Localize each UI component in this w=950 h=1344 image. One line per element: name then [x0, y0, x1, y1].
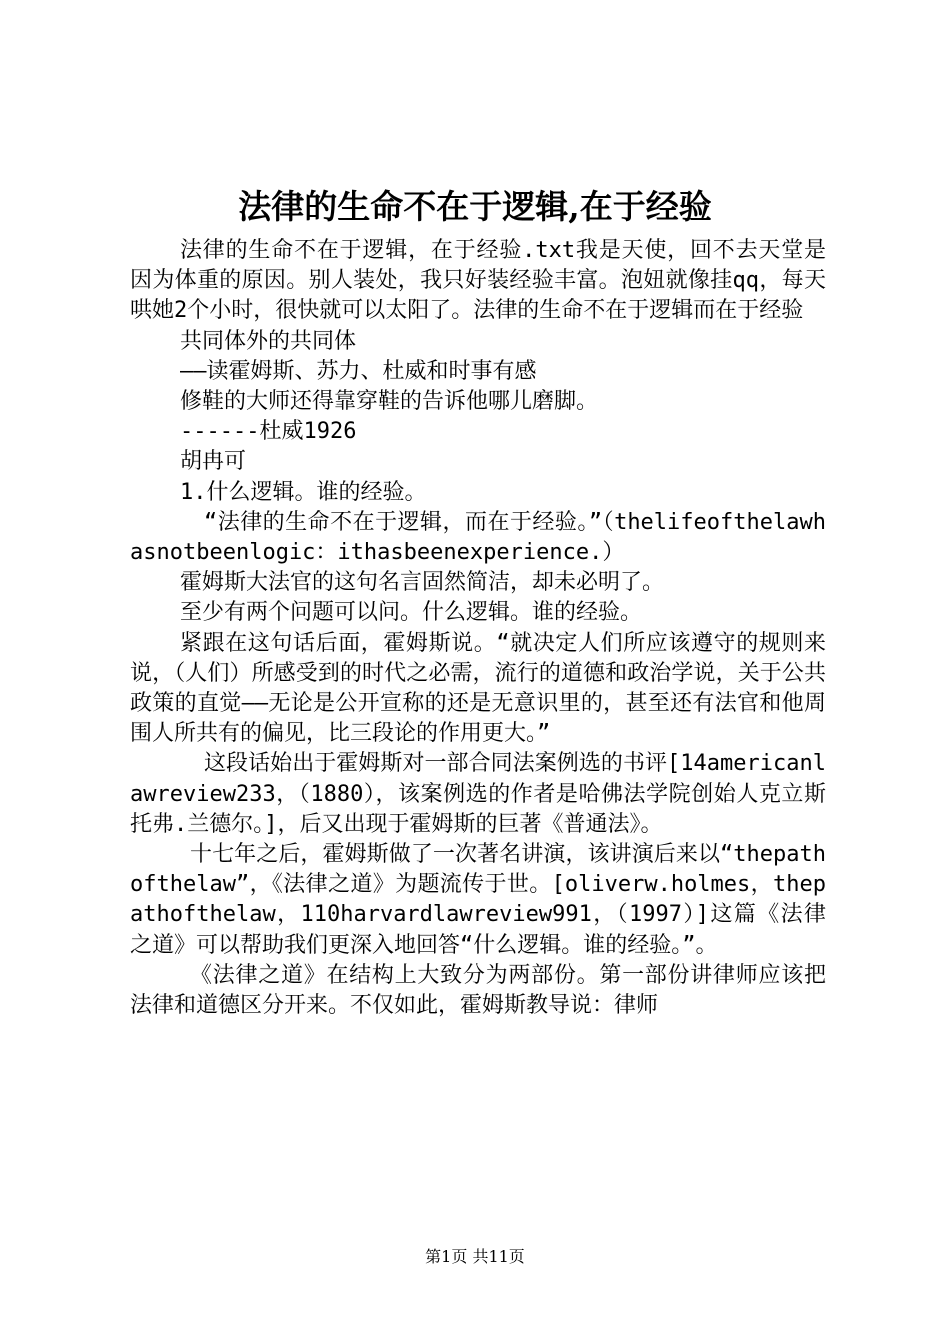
paragraph-heading: 共同体外的共同体	[180, 328, 357, 354]
document-body	[130, 236, 826, 1021]
paragraph-epigraph-source: ------杜威1926	[180, 419, 357, 445]
paragraph-intro: 法律的生命不在于逻辑，在于经验.txt我是天使，回不去天堂是因为体重的原因。别人装处，我只好装经验丰富。泡妞就像挂qq，每天哄她2个小时，很快就可以太阳了。法律的生命不在于逻辑而在于经验	[130, 238, 826, 324]
section-heading: 1.什么逻辑。谁的经验。	[180, 479, 427, 505]
paragraph: 至少有两个问题可以问。什么逻辑。谁的经验。	[180, 600, 643, 626]
paragraph: 这段话始出于霍姆斯对一部合同法案例选的书评[14americanlawreview233，（1880），该案例选的作者是哈佛法学院创始人克立斯托弗.兰德尔。]，后又出现于霍姆斯的巨著《普通法》。	[130, 751, 826, 837]
document-title: 法律的生命不在于逻辑,在于经验	[238, 187, 712, 226]
paragraph-epigraph: 修鞋的大师还得靠穿鞋的告诉他哪儿磨脚。	[180, 389, 599, 415]
paragraph: 《法律之道》在结构上大致分为两部份。第一部份讲律师应该把法律和道德区分开来。不仅如此，霍姆斯教导说：律师	[130, 962, 826, 1019]
paragraph-quote: “法律的生命不在于逻辑，而在于经验。”（thelifeofthelawhasnotbeenlogic：ithasbeenexperience.）	[130, 509, 826, 566]
paragraph: 紧跟在这句话后面，霍姆斯说。“就决定人们所应该遵守的规则来说，（人们）所感受到的时代之必需，流行的道德和政治学说，关于公共政策的直觉——无论是公开宣称的还是无意识里的，甚至还有法官和他周围人所共有的偏见，比三段论的作用更大。”	[130, 630, 826, 747]
paragraph-subheading: ——读霍姆斯、苏力、杜威和时事有感	[180, 358, 537, 384]
page-footer: 第1页 共11页	[425, 1247, 525, 1266]
paragraph-author: 胡冉可	[180, 449, 247, 475]
paragraph: 霍姆斯大法官的这句名言固然简洁，却未必明了。	[180, 570, 665, 596]
paragraph: 十七年之后，霍姆斯做了一次著名讲演，该讲演后来以“thepathofthelaw”，《法律之道》为题流传于世。[oliverw.holmes，thepathofthelaw，110harvardlawreview991，（1997）]这篇《法律之道》可以帮助我们更深入地回答“什么逻辑。谁的经验。”。	[130, 842, 826, 958]
